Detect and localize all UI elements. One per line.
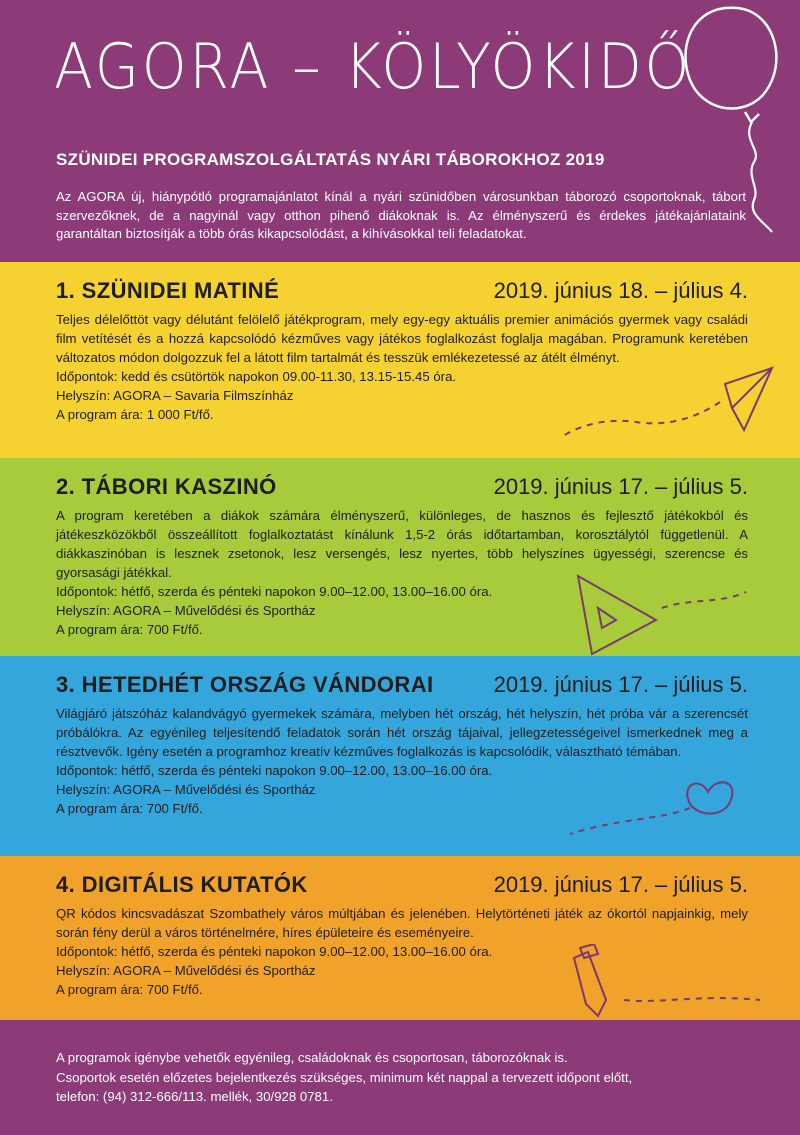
section-date: 2019. június 17. – július 5. [493, 474, 748, 499]
section-times: Időpontok: hétfő, szerda és pénteki napokon 9.00–12.00, 13.00–16.00 óra. [56, 944, 493, 959]
section-price: A program ára: 700 Ft/fő. [56, 801, 203, 816]
section-date: 2019. június 18. – július 4. [493, 278, 748, 303]
section-description: Teljes délelőttöt vagy délutánt felölelő játékprogram, mely egy-egy aktuális premier animációs gyermek vagy családi film vetítését és a hozzá kapcsolódó kézműves vagy játékos foglalkozást foglalja magában. Programunk keretében változatos módon dolgozzuk fel a látott film tartalmát és tesszük emlékezetessé az átélt élményt. [56, 312, 748, 365]
section-location: Helyszín: AGORA – Művelődési és Sportház [56, 603, 316, 618]
section-price: A program ára: 700 Ft/fő. [56, 982, 203, 997]
page-title: AGORA – KÖLYÖKIDŐ [54, 30, 693, 103]
section-title: 4. DIGITÁLIS KUTATÓK [56, 872, 308, 897]
section-title: 1. SZÜNIDEI MATINÉ [56, 278, 280, 303]
section-date: 2019. június 17. – július 5. [493, 872, 748, 897]
page-subtitle: SZÜNIDEI PROGRAMSZOLGÁLTATÁS NYÁRI TÁBOROKHOZ 2019 [56, 150, 605, 169]
section-price: A program ára: 1 000 Ft/fő. [56, 407, 214, 422]
section-times: Időpontok: hétfő, szerda és pénteki napokon 9.00–12.00, 13.00–16.00 óra. [56, 584, 493, 599]
section-body [56, 704, 748, 818]
section-title: 2. TÁBORI KASZINÓ [56, 474, 277, 499]
section-body [56, 310, 748, 424]
footer-line-1: A programok igénybe vehetők egyénileg, családoknak és csoportosan, táborozóknak is. [56, 1050, 568, 1065]
program-section-2 [0, 458, 800, 656]
section-description: A program keretében a diákok számára élményszerű, különleges, de hasznos és fejlesztő játékokból és játékeszközökből összeállított foglalkoztatást kínálunk 1,5-2 órás időtartamban, korosztálytól függetlenül. A diákkaszinóban is lesznek zsetonok, lesz versengés, lesz nyertes, több helyszínes ügyességi, szerencse és gyorsasági játékkal. [56, 508, 748, 580]
header-section [0, 0, 800, 262]
section-description: Világjáró játszóház kalandvágyó gyermekek számára, melyben hét ország, hét helyszín, hét próba vár a szerencsét próbálókra. Az egyénileg teljesítendő feladatok során hét ország tájaival, jellegzetességeivel ismerkednek meg a résztvevők. Igény esetén a programhoz kreatív kézműves foglalkozás is kapcsolódik, választható témában. [56, 706, 748, 759]
section-description: QR kódos kincsvadászat Szombathely város múltjában és jelenében. Helytörténeti játék az ókortól napjainkig, mely során fény derül a város történelmére, híres épületeire és eseményeire. [56, 906, 748, 940]
section-location: Helyszín: AGORA – Művelődési és Sportház [56, 782, 316, 797]
section-location: Helyszín: AGORA – Művelődési és Sportház [56, 963, 316, 978]
section-location: Helyszín: AGORA – Savaria Filmszínház [56, 388, 294, 403]
program-section-1 [0, 262, 800, 458]
section-times: Időpontok: hétfő, szerda és pénteki napokon 9.00–12.00, 13.00–16.00 óra. [56, 763, 493, 778]
intro-paragraph: Az AGORA új, hiánypótló programajánlatot kínál a nyári szünidőben városunkban táborozó csoportoknak, tábort szervezőknek, de a nagyinál vagy otthon pihenő diákoknak is. Az élményszerű és érdekes játékajánlataink garantáltan biztosítják a több órás kikapcsolódást, a kihívásokkal teli feladatokat. [56, 189, 746, 241]
section-date: 2019. június 17. – július 5. [493, 672, 748, 697]
section-title: 3. HETEDHÉT ORSZÁG VÁNDORAI [56, 672, 434, 697]
footer-section [0, 1020, 800, 1135]
section-body [56, 904, 748, 999]
program-section-3 [0, 656, 800, 856]
section-price: A program ára: 700 Ft/fő. [56, 622, 203, 637]
program-section-4 [0, 856, 800, 1020]
footer-line-3: telefon: (94) 312-666/113. mellék, 30/928 0781. [56, 1089, 333, 1104]
footer-line-2: Csoportok esetén előzetes bejelentkezés szükséges, minimum két nappal a tervezett időpont előtt, [56, 1069, 633, 1085]
section-times: Időpontok: kedd és csütörtök napokon 09.00-11.30, 13.15-15.45 óra. [56, 369, 457, 384]
section-body [56, 506, 748, 639]
footer-text [56, 1048, 756, 1107]
